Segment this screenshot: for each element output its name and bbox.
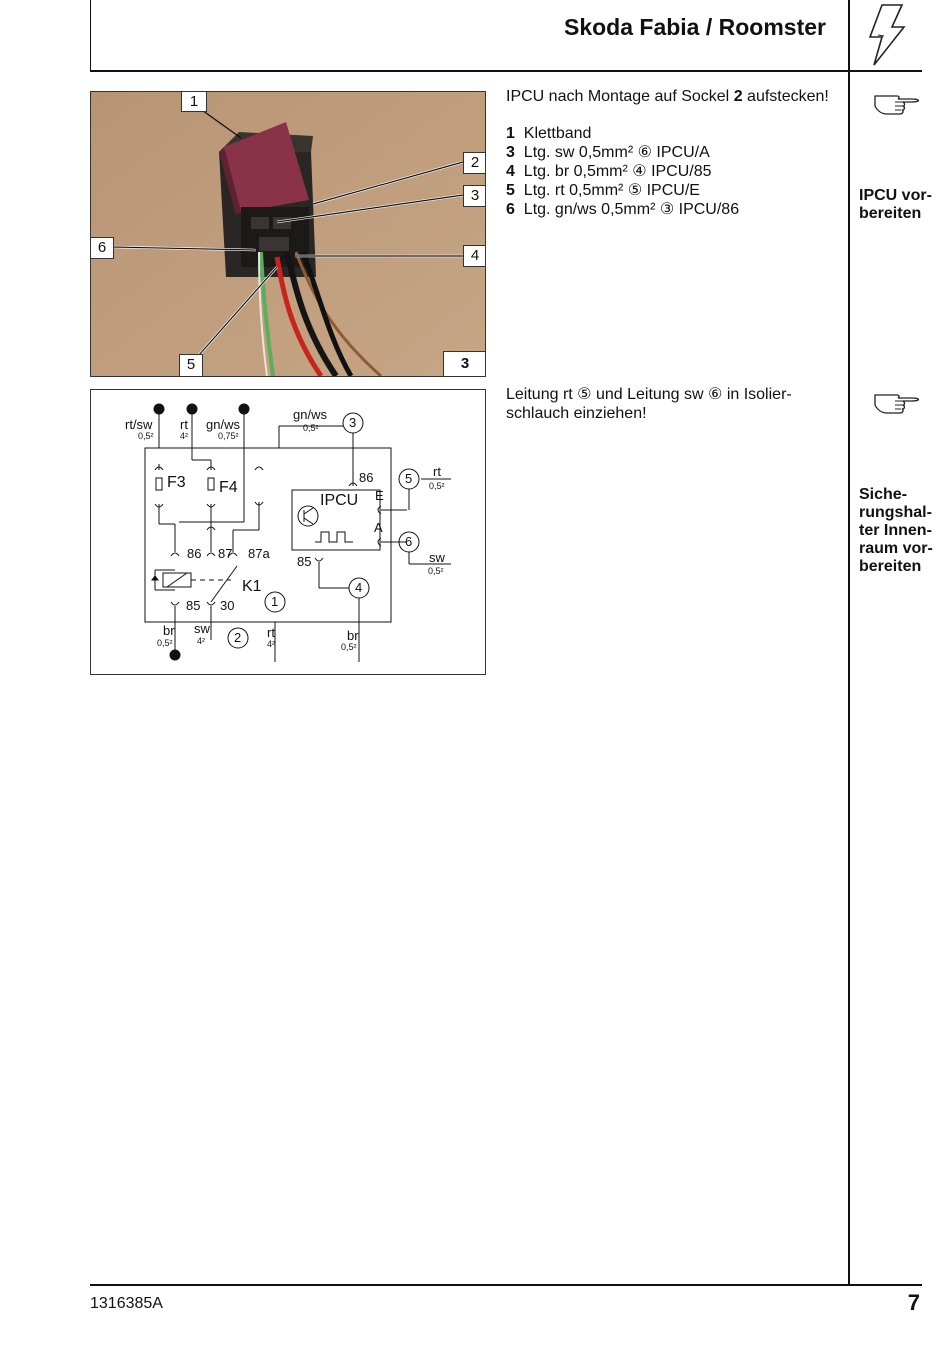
wire-size: 0,5²	[341, 642, 357, 652]
wire-size: 0,5²	[303, 423, 319, 433]
list-item: 4 Ltg. br 0,5mm² ④ IPCU/85	[506, 163, 712, 180]
pointing-hand-icon	[873, 88, 925, 123]
wire-label: rt	[180, 417, 188, 432]
circle-label: 6	[405, 534, 413, 549]
wire-size: 0,5²	[429, 481, 445, 491]
callout-6: 6	[90, 237, 114, 259]
fuse-label: F4	[219, 479, 238, 496]
callout-5: 5	[179, 354, 203, 377]
document-id: 1316385A	[90, 1295, 163, 1312]
wire-label: rt	[267, 625, 275, 640]
circle-label: 2	[234, 630, 242, 645]
wire-size: 0,5²	[138, 431, 154, 441]
callout-3: 3	[463, 185, 486, 207]
wire-label: gn/ws	[293, 407, 327, 422]
relay-label: K1	[242, 578, 262, 595]
column-divider	[848, 0, 850, 1284]
list-item: 5 Ltg. rt 0,5mm² ⑤ IPCU/E	[506, 182, 700, 199]
relay-pin: 87a	[248, 546, 270, 561]
list-item: 6 Ltg. gn/ws 0,5mm² ③ IPCU/86	[506, 201, 740, 218]
section2-instructions: Leitung rt ⑤ und Leitung sw ⑥ in Isolier- schlauch einziehen!	[506, 386, 792, 422]
wire-size: 0,5²	[157, 638, 173, 648]
wire-label: rt	[433, 464, 441, 479]
relay-pin: 30	[220, 598, 235, 613]
wire-label: gn/ws	[206, 417, 240, 432]
callout-2: 2	[463, 152, 486, 174]
figure-number: 3	[443, 351, 486, 377]
circle-label: 4	[355, 580, 363, 595]
wire-size: 0,5²	[428, 566, 444, 576]
relay-pin: 87	[218, 546, 233, 561]
wiring-diagram	[90, 389, 486, 675]
header-rule	[90, 0, 91, 70]
footer-rule	[90, 1284, 922, 1286]
wire-size: 0,75²	[218, 431, 239, 441]
side-heading-ipcu: IPCU vor- bereiten	[859, 187, 932, 222]
header-underline	[90, 70, 922, 72]
page-title: Skoda Fabia / Roomster	[563, 14, 826, 40]
ipcu-pin: 85	[297, 554, 312, 569]
wire-label: rt/sw	[125, 417, 153, 432]
wire-label: br	[347, 628, 359, 643]
ipcu-pin: E	[375, 488, 384, 503]
lightning-icon	[862, 3, 908, 67]
fuse-label: F3	[167, 474, 186, 491]
ipcu-label: IPCU	[320, 492, 359, 509]
intro-line: IPCU nach Montage auf Sockel 2 aufstecken!	[506, 88, 829, 105]
list-item: 3 Ltg. sw 0,5mm² ⑥ IPCU/A	[506, 144, 710, 161]
pointing-hand-icon	[873, 387, 925, 422]
callout-4: 4	[463, 245, 486, 267]
wire-label: br	[163, 623, 175, 638]
circle-label: 1	[271, 594, 279, 609]
list-item: 1 Klettband	[506, 125, 592, 142]
section1-instructions	[506, 87, 846, 219]
wire-label: sw	[429, 550, 445, 565]
circle-label: 3	[349, 415, 357, 430]
relay-pin: 86	[187, 546, 202, 561]
wire-size: 4²	[197, 636, 206, 646]
wire-size: 4²	[180, 431, 189, 441]
page-number: 7	[907, 1290, 920, 1315]
relay-photo	[90, 91, 486, 377]
callout-1: 1	[181, 91, 207, 112]
relay-pin: 85	[186, 598, 201, 613]
wire-label: sw	[194, 621, 210, 636]
circle-label: 5	[405, 471, 413, 486]
ipcu-pin: A	[374, 520, 383, 535]
wire-size: 4²	[267, 639, 276, 649]
side-heading-sicherungshalter: Siche- rungshal- ter Innen- raum vor- bereiten	[859, 486, 933, 575]
ipcu-pin: 86	[359, 470, 374, 485]
